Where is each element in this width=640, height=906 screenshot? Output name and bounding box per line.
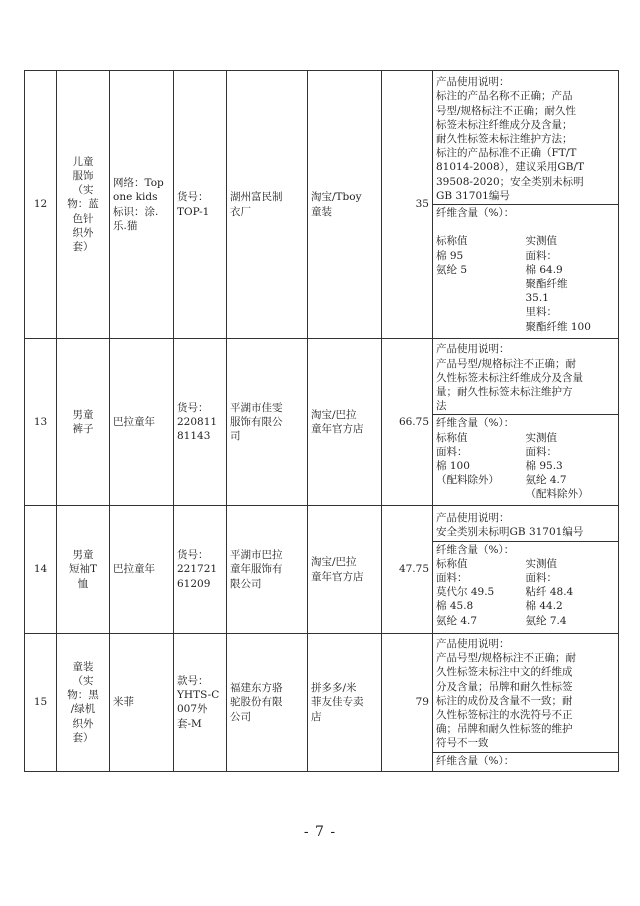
nonconformity-details	[433, 339, 619, 506]
model-number: 货号： 220811 81143	[174, 339, 227, 506]
product-name: 童装 （实 物：黑 /绿机 织外 套）	[57, 634, 110, 772]
table-row	[25, 506, 619, 634]
fiber-measured: 实测值 面料： 棉 64.9 聚酯纤维 35.1 里料： 聚酯纤维 100	[525, 235, 591, 333]
fiber-measured: 实测值 面料： 粘纤 48.4 棉 44.2 氨纶 7.4	[525, 557, 574, 627]
fiber-content: 纤维含量（%）： 标称值 面料： 棉 100 （配料除外） 实测值 面料： 棉 95.3 氨纶 4.7 （配料除外）	[432, 414, 619, 502]
fiber-measured: 实测值 面料： 棉 95.3 氨纶 4.7 （配料除外）	[525, 431, 589, 501]
price: 79	[382, 634, 433, 772]
usage-instructions: 产品使用说明： 产品号型/规格标注不正确；耐 久性标签未标注纤维成分及含量 量；耐久性标签未标注维护方 法	[436, 343, 583, 413]
row-number: 14	[25, 506, 57, 634]
brand: 巴拉童年	[110, 506, 174, 634]
seller: 淘宝/巴拉 童年官方店	[308, 506, 382, 634]
usage-instructions: 产品使用说明： 标注的产品名称不正确；产品 号型/规格标注不正确；耐久性 标签未标注纤维成分及含量； 耐久性标签未标注维护方法； 标注的产品标准不正确（FT/T 81014-2008），建议采用GB/T 39508-2020；安全类别未标明 GB 31701编号	[436, 76, 585, 202]
model-number: 款号： YHTS-C 007外 套-M	[174, 634, 227, 772]
fiber-nominal: 标称值 棉 95 氨纶 5	[436, 235, 468, 276]
nonconformity-details	[433, 634, 619, 772]
fiber-content: 纤维含量（%）： 标称值 棉 95 氨纶 5 实测值 面料： 棉 64.9 聚酯纤维 35.1 里料： 聚酯纤维 100	[432, 204, 619, 335]
price: 47.75	[382, 506, 433, 634]
fiber-content: 纤维含量（%）： 标称值 面料： 莫代尔 49.5 棉 45.8 氨纶 4.7 实测值 面料： 粘纤 48.4 棉 44.2 氨纶 7.4	[432, 541, 619, 629]
product-name: 男童 裤子	[57, 339, 110, 506]
fiber-nominal: 标称值 面料： 莫代尔 49.5 棉 45.8 氨纶 4.7	[436, 557, 495, 627]
nonconformity-details	[433, 71, 619, 339]
table-row	[25, 634, 619, 772]
brand: 米菲	[110, 634, 174, 772]
table-row	[25, 71, 619, 339]
usage-instructions: 产品使用说明： 产品号型/规格标注不正确；耐 久性标签未标注中文的纤维成 分及含量；吊牌和耐久性标签 标注的成份及含量不一致；耐 久性标签标注的水洗符号不正 确；吊牌和耐久性标签的维护 符号不一致	[436, 638, 577, 750]
product-name: 男童 短袖T 恤	[57, 506, 110, 634]
manufacturer: 福建东方骆 驼股份有限 公司	[227, 634, 308, 772]
row-number: 15	[25, 634, 57, 772]
fiber-content: 纤维含量（%）：	[432, 752, 619, 769]
page-number: - 7 -	[303, 824, 337, 840]
price: 35	[382, 71, 433, 339]
manufacturer: 平湖市佳雯 服饰有限公 司	[227, 339, 308, 506]
seller: 淘宝/巴拉 童年官方店	[308, 339, 382, 506]
model-number: 货号： TOP-1	[174, 71, 227, 339]
fiber-nominal: 标称值 面料： 棉 100 （配料除外）	[436, 431, 499, 487]
nonconformity-details	[433, 506, 619, 634]
row-number: 12	[25, 71, 57, 339]
seller: 拼多多/米 菲友佳专卖 店	[308, 634, 382, 772]
manufacturer: 湖州富民制 衣厂	[227, 71, 308, 339]
price: 66.75	[382, 339, 433, 506]
seller: 淘宝/Tboy 童装	[308, 71, 382, 339]
table-row	[25, 339, 619, 506]
brand: 网络：Top one kids 标识：涂. 乐.猫	[110, 71, 174, 339]
product-name: 儿童 服饰 （实 物：蓝 色针 织外 套）	[57, 71, 110, 339]
usage-instructions: 产品使用说明： 安全类别未标明GB 31701编号	[436, 512, 584, 539]
manufacturer: 平湖市巴拉 童年服饰有 限公司	[227, 506, 308, 634]
row-number: 13	[25, 339, 57, 506]
model-number: 货号： 221721 61209	[174, 506, 227, 634]
brand: 巴拉童年	[110, 339, 174, 506]
quality-inspection-table	[24, 70, 619, 772]
